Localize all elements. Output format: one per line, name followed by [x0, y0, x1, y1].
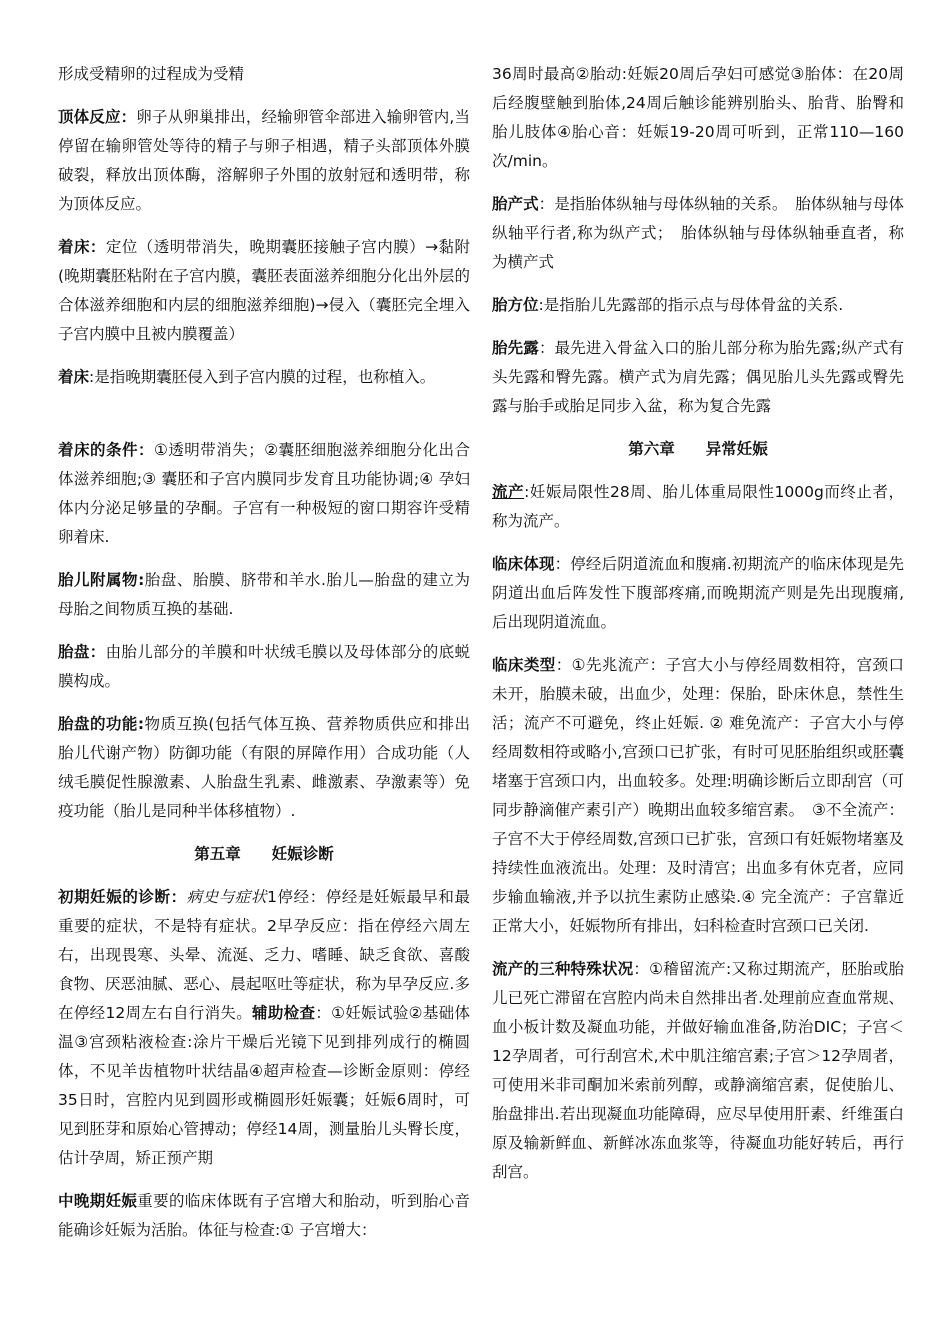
- term-label: 临床体现: [492, 555, 555, 573]
- term-label: 胎先露: [492, 339, 539, 357]
- term-label: 着床：: [58, 238, 106, 256]
- paragraph-clinical-types: [492, 651, 904, 941]
- paragraph-text: ：最先进入骨盆入口的胎儿部分称为胎先露;纵产式有头先露和臀先露。横产式为肩先露；偶见胎儿头先露或臀先露与胎手或胎足同步入盆，称为复合先露: [492, 339, 904, 415]
- term-label: 胎儿附属物:: [58, 571, 145, 589]
- paragraph-text: ：是指胎体纵轴与母体纵轴的关系。 胎体纵轴与母体纵轴平行者,称为纵产式； 胎体纵轴与母体纵轴垂直者，称为横产式: [492, 195, 904, 271]
- paragraph-text: ：①先兆流产：子宫大小与停经周数相符，宫颈口未开，胎膜未破，出血少，处理：保胎，卧床休息，禁性生活；流产不可避免，终止妊娠. ② 难免流产：子宫大小与停经周数相符或略小,宫颈口已扩张，有时可见胚胎组织或胚囊堵塞于宫颈口内，出血较多。处理:明确诊断后立即刮宫（可同步静滴催产素引产）晚期出血较多缩宫素。 ③不全流产：子宫不大于停经周数,宫颈口已扩张，宫颈口有妊娠物堵塞及持续性血液流出。处理：及时清宫；出血多有休克者，应同步输血输液,并予以抗生素防止感染.④ 完全流产：子宫靠近正常大小，妊娠物所有排出，妇科检查时宫颈口已关闭.: [492, 656, 904, 935]
- paragraph-early-pregnancy: [58, 883, 470, 1173]
- chapter-heading: 第五章 妊娠诊断: [194, 845, 334, 863]
- paragraph-placenta-function: [58, 710, 470, 826]
- chapter-heading: 第六章 异常妊娠: [628, 440, 768, 458]
- paragraph-fetal-position: [492, 291, 904, 320]
- paragraph-text: ：①妊娠试验②基础体温③宫颈粘液检查:涂片干燥后光镜下见到排列成行的椭圆体，不见羊齿植物叶状结晶④超声检查—诊断金原则：停经35日时，宫腔内见到圆形或椭圆形妊娠囊；妊娠6周时，可见到胚芽和原始心管搏动；停经14周，测量胎儿头臀长度，估计孕周，矫正预产期: [58, 1004, 470, 1167]
- paragraph-fetal-appendages: [58, 566, 470, 624]
- term-label: 胎方位: [492, 296, 539, 314]
- term-label: 中晚期妊娠: [58, 1192, 138, 1210]
- spacer: [58, 406, 470, 436]
- paragraph-text: :是指胎儿先露部的指示点与母体骨盆的关系.: [538, 296, 844, 314]
- paragraph-implantation-steps: [58, 233, 470, 349]
- term-label: 胎盘的功能:: [58, 715, 145, 733]
- term-label: 流产的三种特殊状况: [492, 960, 634, 978]
- term-label: 顶体反应：: [58, 108, 137, 126]
- paragraph-text: :妊娠局限性28周、胎儿体重局限性1000g而终止者，称为流产。: [492, 483, 904, 530]
- paragraph-text: 1停经：停经是妊娠最早和最重要的症状，不是特有症状。2早孕反应：指在停经六周左右，出现畏寒、头晕、流涎、乏力、嗜睡、缺乏食欲、喜酸食物、厌恶油腻、恶心、晨起呕吐等症状，称为早孕反应.多在停经12周左右自行消失。: [58, 888, 470, 1022]
- paragraph-text: ：①稽留流产:又称过期流产，胚胎或胎儿已死亡滞留在宫腔内尚未自然排出者.处理前应查血常规、血小板计数及凝血功能，并做好输血准备,防治DIC；子宫＜12孕周者，可行刮宫术,术中肌注缩宫素;子宫＞12孕周者，可使用米非司酮加米索前列醇，或静滴缩宫素，促使胎儿、胎盘排出.若出现凝血功能障碍，应尽早使用肝素、纤维蛋白原及输新鲜血、新鲜冰冻血浆等，待凝血功能好转后，再行刮宫。: [492, 960, 904, 1181]
- italic-term: 病史与症状: [186, 888, 268, 906]
- term-label: 辅助检查: [252, 1004, 316, 1022]
- paragraph-text: 定位（透明带消失，晚期囊胚接触子宫内膜）→黏附(晚期囊胚粘附在子宫内膜，囊胚表面滋养细胞分化出外层的合体滋养细胞和内层的细胞滋养细胞)→侵入（囊胚完全埋入子宫内膜中且被内膜覆盖）: [58, 238, 470, 343]
- term-label: 着床: [58, 368, 90, 386]
- left-column: [58, 60, 470, 1259]
- term-label: 临床类型: [492, 656, 556, 674]
- paragraph-implantation-conditions: [58, 436, 470, 552]
- paragraph-text: :是指晚期囊胚侵入到子宫内膜的过程，也称植入。: [89, 368, 436, 386]
- term-label: 初期妊娠的诊断：: [58, 888, 187, 906]
- paragraph-abortion-definition: [492, 478, 904, 536]
- paragraph-fertilization: [58, 60, 470, 89]
- paragraph-fetal-presentation: [492, 334, 904, 421]
- paragraph-text: ：停经后阴道流血和腹痛.初期流产的临床体现是先阴道出血后阵发性下腹部疼痛,而晚期流产则是先出现腹痛,后出现阴道流血。: [492, 555, 904, 631]
- right-column: [492, 60, 904, 1201]
- term-label: 胎盘：: [58, 643, 106, 661]
- paragraph-text: 胎盘、胎膜、脐带和羊水.胎儿—胎盘的建立为母胎之间物质互换的基础.: [58, 571, 471, 618]
- paragraph-text: 36周时最高②胎动:妊娠20周后孕妇可感觉③胎体：在20周后经腹壁触到胎体,24周后触诊能辨别胎头、胎背、胎臀和胎儿肢体④胎心音：妊娠19-20周可听到，正常110—160次/min。: [492, 65, 904, 170]
- term-label: 流产: [492, 483, 525, 501]
- paragraph-text: ①透明带消失；②囊胚细胞滋养细胞分化出合体滋养细胞;③ 囊胚和子宫内膜同步发育且功能协调;④ 孕妇体内分泌足够量的孕酮。子宫有一种极短的窗口期容许受精卵着床.: [58, 441, 470, 546]
- paragraph-text: 卵子从卵巢排出，经输卵管伞部进入输卵管内,当停留在输卵管处等待的精子与卵子相遇，精子头部顶体外膜破裂，释放出顶体酶，溶解卵子外围的放射冠和透明带，称为顶体反应。: [58, 108, 470, 213]
- term-label: 胎产式: [492, 195, 539, 213]
- paragraph-clinical-manifestation: [492, 550, 904, 637]
- paragraph-text: 重要的临床体既有子宫增大和胎动，听到胎心音能确诊妊娠为活胎。体征与检查:① 子宫增大：: [58, 1192, 470, 1239]
- paragraph-acrosome-reaction: [58, 103, 470, 219]
- paragraph-text: 形成受精卵的过程成为受精: [58, 65, 245, 83]
- paragraph-special-abortion: [492, 955, 904, 1187]
- paragraph-mid-late-pregnancy: [58, 1187, 470, 1245]
- paragraph-text: 物质互换(包括气体互换、营养物质供应和排出胎儿代谢产物）防御功能（有限的屏障作用）合成功能（人绒毛膜促性腺激素、人胎盘生乳素、雌激素、孕激素等）免疫功能（胎儿是同种半体移植物）.: [58, 715, 470, 820]
- paragraph-implantation-definition: [58, 363, 470, 392]
- paragraph-fetal-lie: [492, 190, 904, 277]
- paragraph-placenta: [58, 638, 470, 696]
- term-label: 着床的条件：: [58, 441, 154, 459]
- paragraph-pregnancy-signs: [492, 60, 904, 176]
- paragraph-text: 由胎儿部分的羊膜和叶状绒毛膜以及母体部分的底蜕膜构成。: [58, 643, 470, 690]
